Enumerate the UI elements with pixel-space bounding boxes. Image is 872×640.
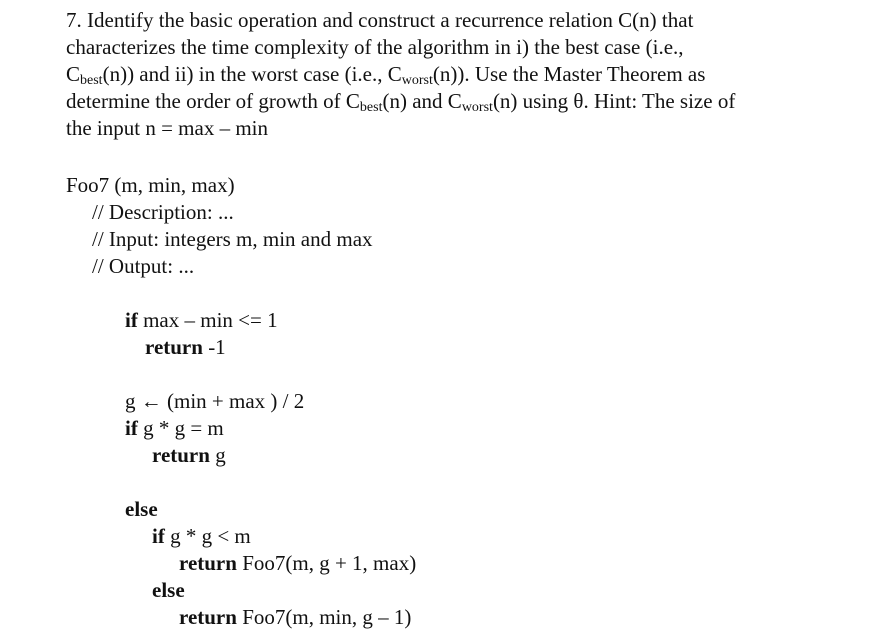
best-subscript: best [359,100,383,115]
else-branch [125,496,158,523]
keyword-return: return [152,443,210,467]
comment-description: // Description: ... [92,200,234,224]
keyword-if: if [125,308,138,332]
question-line-1-text: Identify the basic operation and construct a recurrence relation C(n) that [87,8,694,32]
return-value: -1 [202,335,226,359]
recursive-call-lower: Foo7(m, min, g – 1) [236,605,412,629]
worst-subscript: worst [401,73,433,88]
comment-input: // Input: integers m, min and max [92,227,373,251]
question-line-4-mid: (n) and C [382,89,462,113]
comment-output: // Output: ... [92,254,195,278]
if-base-case [125,307,278,334]
return-recurse-upper [179,550,416,577]
question-line-4-end: (n) using θ. Hint: The size of [492,89,736,113]
keyword-if: if [125,416,138,440]
best-subscript: best [80,73,103,88]
if-square-less [152,523,251,550]
question-number: 7. [66,8,82,32]
c-best-symbol: C [66,62,81,86]
square-less-condition: g * g < m [164,524,251,548]
keyword-return: return [179,551,237,575]
keyword-else: else [125,497,158,521]
question-line-3-mid: (n)) and ii) in the worst case (i.e., C [102,62,402,86]
return-value: g [209,443,226,467]
question-line-5: the input n = max – min [66,116,268,140]
return-recurse-lower [179,604,411,631]
keyword-else: else [152,578,185,602]
inner-else-branch [152,577,185,604]
keyword-return: return [179,605,237,629]
keyword-return: return [145,335,203,359]
base-case-condition: max – min <= 1 [137,308,278,332]
return-g [152,442,226,469]
function-signature: Foo7 (m, min, max) [66,173,235,197]
square-equal-condition: g * g = m [137,416,224,440]
question-line-3-end: (n)). Use the Master Theorem as [432,62,706,86]
recursive-call-upper: Foo7(m, g + 1, max) [236,551,417,575]
return-base-case [145,334,226,361]
if-square-equal [125,415,224,442]
question-line-4-start: determine the order of growth of C [66,89,360,113]
keyword-if: if [152,524,165,548]
assign-midpoint: g ← (min + max ) / 2 [125,389,305,413]
question-line-2: characterizes the time complexity of the algorithm in i) the best case (i.e., [66,35,684,59]
worst-subscript: worst [461,100,493,115]
